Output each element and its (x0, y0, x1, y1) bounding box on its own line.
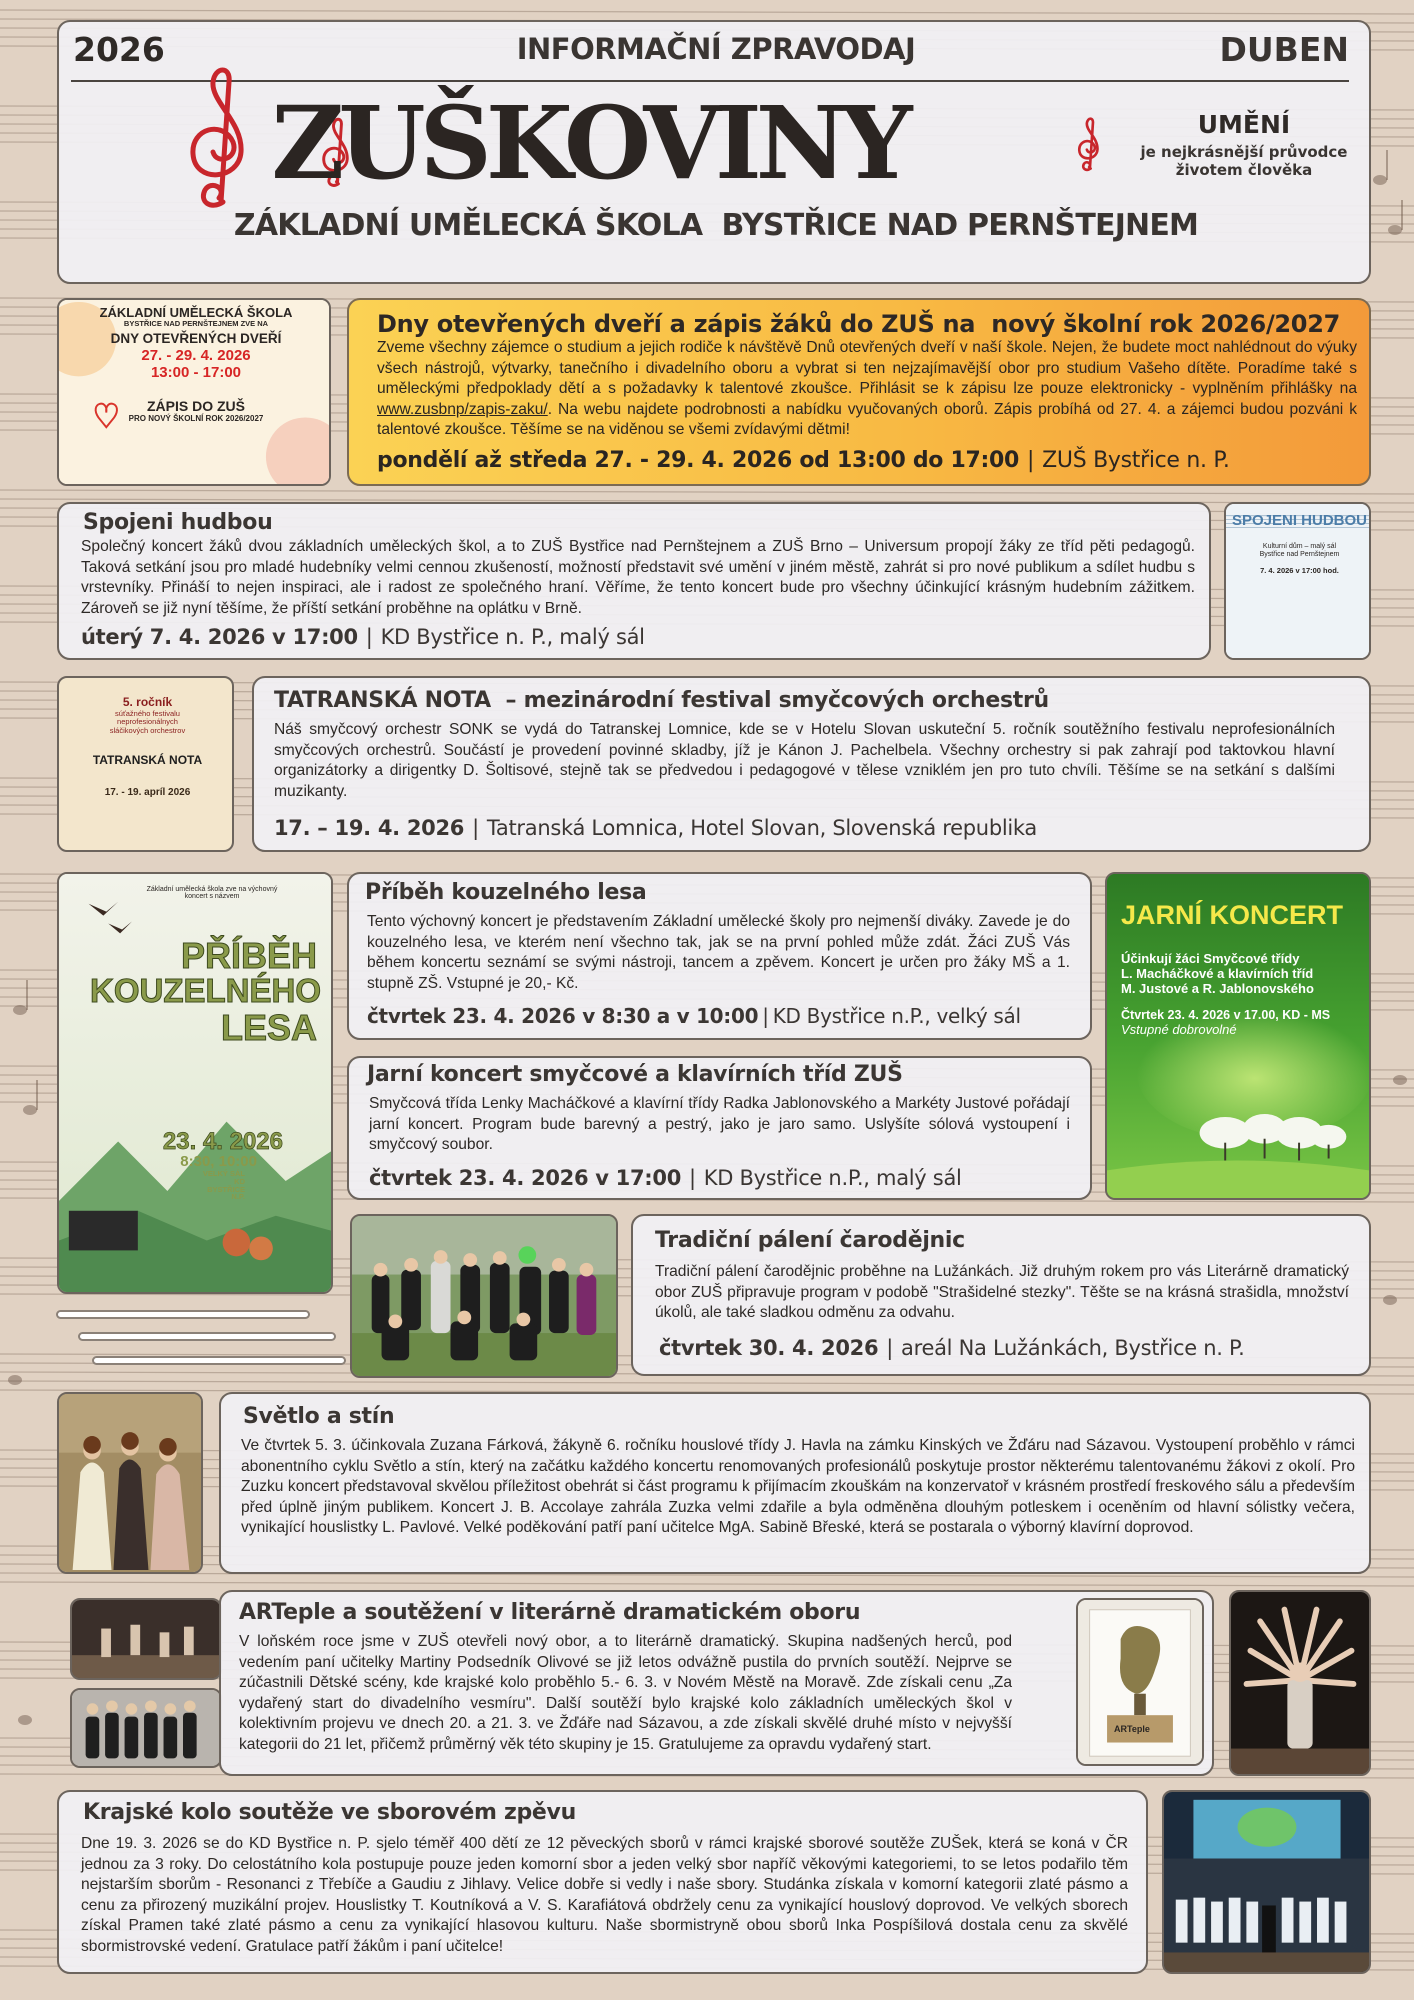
header-school: ZÁKLADNÍ UMĚLECKÁ ŠKOLA BYSTŘICE NAD PERNŠTEJNEM (233, 208, 1199, 243)
jarni-place: KD Bystřice n.P., malý sál (703, 1166, 962, 1190)
krajske-text: Dne 19. 3. 2026 se do KD Bystřice n. P. sjelo téměř 400 dětí ze 12 pěveckých sborů v rámci krajské sborové soutěže ZUŠek, která se koná v ČR jednou za 3 roky. Do celostátního kola postupuje pouze jeden komorní sbor a jeden velký sbor napříč věkovými kategoriemi, to se letos podařilo těm nejstarším sborům - Resonanci z Třebíče a Gaudiu z Jihlavy. Velice dobře si vedly i naše sbory. Studánka získala v komorní kategorii zlaté pásmo a cenu za přirozený muzikální projev. Houslistky T. Koutníková a V. S. Karafiátová obdržely cenu za vynikající houslový doprovod. Ve velkých sborech získal Pramen také zlaté pásmo a cenu za vynikající hlasovou kulturu. Naše sbormistryně obou sborů Inka Pospíšilová dostala cenu za skvělé sbormistrovské vedení. Gratulace patří žákům i paní učitelce! (81, 1835, 1128, 1955)
poster-text: Bystřice nad Pernštejnem (1259, 551, 1340, 559)
pribeh-card (347, 872, 1092, 1040)
carodejnice-card (631, 1214, 1371, 1376)
poster-text: PŘÍBĚH (180, 934, 317, 976)
open-days-date: pondělí až středa 27. - 29. 4. 2026 od 13:00 do 17:00 (377, 448, 1020, 473)
tatranska-title: TATRANSKÁ NOTA – mezinárodní festival smyčcových orchestrů (274, 688, 1049, 713)
poster-text: Čtvrtek 23. 4. 2026 v 17.00, KD - MS (1121, 1008, 1331, 1022)
poster-text: Vstupné dobrovolné (1121, 1022, 1237, 1037)
violinists-photo (57, 1392, 203, 1574)
open-days-text (377, 338, 1357, 441)
krajske-card (57, 1790, 1148, 1974)
jarni-when: čtvrtek 23. 4. 2026 v 17:00 | KD Bystřice n.P., malý sál (369, 1166, 962, 1190)
poster-text: BYSTŘICE NAD PERNŠTEJNEM ZVE NA (123, 319, 269, 329)
pribeh-text: Tento výchovný koncert je představením Základní umělecké školy pro nejmenší diváky. Zavede je do kouzelného lesa, ve kterém není všechno tak, jak se na první pohled může zdát. Žáci ZUŠ Vás během koncertu seznámí se svými nástroji, tancem a zpěvem. Koncert je určen pro žáky MŠ a 1. stupně ZŠ. Vstupné je 20,- Kč. (367, 913, 1070, 992)
jarni-koncert-poster (1105, 872, 1371, 1200)
tatranska-text: Náš smyčcový orchestr SONK se vydá do Tatranskej Lomnice, kde se v Hotelu Slovan uskuteční 5. ročník soutěžního festivalu neprofesionálních smyčcových orchestrů. Součástí je provedení povinné skladby, jíž je Kánon J. Pachelbela. Všechny orchestry si pak zahrají pod taktovkou hlavní organizátorky a dirigentky D. Šoltisové, stejně tak se předvedou i pedagogové v tělese vzniklém jen pro tuto chvíli. Těšíme se na setkání s dalšími muzikanty. (274, 721, 1335, 800)
jarni-card (347, 1056, 1092, 1200)
tatranska-when: 17. – 19. 4. 2026 | Tatranská Lomnica, Hotel Slovan, Slovenská republika (274, 816, 1037, 840)
poster-text: ZÁKLADNÍ UMĚLECKÁ ŠKOLA (99, 305, 293, 320)
svetlo-text: Ve čtvrtek 5. 3. účinkovala Zuzana Fárková, žákyně 6. ročníku houslové třídy J. Havla na zámku Kinských ve Žďáru nad Sázavou. Vystoupení proběhlo v rámci abonentního cyklu Světlo a stín, který na začátku každého koncertu renomovaných profesionálů poskytuje prostor některému talentovanému žákovi z okolí. Pro Zuzku koncert představoval skvělou příležitost obehrát si část programu k přijímacím zkouškám na konzervatoř v krásném prostředí freskového sálu a především před úplně jiným publikem. Koncert J. B. Accolaye zahrála Zuzka velmi zdařile a byla odměněna dlouhým potleskem i oceněním od hlavní sólistky večera, vynikající houslistky L. Pavlové. Velké poděkování patří paní učitelce MgA. Sabině Břeské, která se postarala o výborný klavírní doprovod. (241, 1437, 1355, 1536)
poster-text: 8:30, 10:00 (180, 1153, 257, 1171)
header-motto (1139, 110, 1349, 179)
open-days-place: ZUŠ Bystřice n. P. (1042, 448, 1230, 473)
header-title: ZUŠKOVINY (271, 84, 907, 202)
drama-photo-2 (70, 1688, 222, 1768)
spojeni-date: úterý 7. 4. 2026 v 17:00 (81, 625, 358, 649)
spojeni-card (57, 502, 1211, 660)
tatranska-place: Tatranská Lomnica, Hotel Slovan, Slovenská republika (486, 816, 1037, 840)
poster-text: DNY OTEVŘENÝCH DVEŘÍ (110, 330, 282, 346)
carodejnice-date: čtvrtek 30. 4. 2026 (659, 1336, 879, 1360)
poster-text: JARNÍ KONCERT (1121, 900, 1344, 930)
carodejnice-text: Tradiční pálení čarodějnic proběhne na Lužánkách. Již druhým rokem pro vás Literárně dramatický obor ZUŠ připravuje program v podobě "Strašidelné stezky". Těšte se na krásná strašidla, množství úkolů, ale také sladkou odměnu za odvahu. (655, 1263, 1349, 1321)
spojeni-poster (1224, 502, 1371, 660)
poster-text: LESA (220, 1007, 317, 1049)
drama-photo-1 (70, 1598, 222, 1680)
poster-text: 17. - 19. apríl 2026 (104, 787, 191, 799)
svetlo-title: Světlo a stín (243, 1404, 395, 1429)
header-newsletter: INFORMAČNÍ ZPRAVODAJ (516, 32, 916, 66)
poster-text: M. Justové a R. Jablonovského (1121, 981, 1314, 996)
pribeh-title: Příběh kouzelného lesa (365, 880, 647, 905)
motto-line: je nejkrásnější průvodce (1140, 143, 1348, 161)
trophy-label: ARTeple (1114, 1724, 1150, 1734)
spojeni-place: KD Bystřice n. P., malý sál (380, 625, 645, 649)
stage-photo (1229, 1590, 1371, 1776)
poster-text: neprofesionálnych (117, 717, 178, 727)
choir-photo (1162, 1790, 1371, 1974)
tatranska-date: 17. – 19. 4. 2026 (274, 816, 465, 840)
poster-text: 27. - 29. 4. 2026 (141, 347, 251, 365)
poster-text: sláčikových orchestrov (109, 726, 186, 736)
poster-text: Účinkují žáci Smyčcové třídy (1121, 951, 1300, 966)
poster-text: súťažného festivalu (115, 708, 180, 718)
spojeni-title: Spojeni hudbou (83, 510, 273, 535)
spojeni-text: Společný koncert žáků dvou základních uměleckých škol, a to ZUŠ Bystřice nad Pernštejnem a ZUŠ Brno – Universum propojí žáky ze tříd pěti pedagogů. Taková setkání jsou pro mladé hudebníky velmi cennou zkušeností, možností představit své umění v jiném městě, zahrát si pro nové publikum a sdílet hudbu s vrstevníky. Přináší to nejen inspiraci, ale i radost ze společného hraní. Věříme, že tento koncert bude pro všechny účinkující krásným hudebním zážitkem. Zároveň se již nyní těšíme, že příští setkání proběhne na oplátku v Brně. (81, 538, 1195, 617)
open-days-text-2: . Na webu najdete podrobnosti a nabídku vyučovaných oborů. Zápis probíhá od 27. 4. a zájemci budou pozváni k talentové zkoušce. Těšíme se na viděnou se všemi zvídavými dětmi! (377, 400, 1357, 438)
poster-text: ZÁPIS DO ZUŠ (146, 398, 245, 415)
enrollment-link[interactable]: www.zusbnp/zapis-zaku/ (377, 400, 548, 418)
tatranska-poster (57, 676, 234, 852)
header-card (57, 20, 1371, 284)
open-days-when: pondělí až středa 27. - 29. 4. 2026 od 13:00 do 17:00 | ZUŠ Bystřice n. P. (377, 448, 1230, 473)
spojeni-when: úterý 7. 4. 2026 v 17:00 | KD Bystřice n. P., malý sál (81, 625, 645, 649)
open-days-poster (57, 298, 331, 486)
poster-text: 23. 4. 2026 (162, 1127, 283, 1155)
decorative-line (78, 1332, 336, 1341)
poster-text: Základní umělecká škola zve na výchovný koncert s názvem (146, 886, 278, 901)
jarni-text: Smyčcová třída Lenky Macháčkové a klavírní třídy Radka Jablonovského a Markéty Justové pořádají jarní koncert. Program bude barevný a pestrý, jako je jaro samo. Uslyšíte sólová vystoupení i smyčcový soubor. (369, 1095, 1070, 1153)
poster-text: VELKÝ SÁL KD BYSTŘICE N.P. (202, 1168, 245, 1202)
motto-line: životem člověka (1175, 161, 1313, 179)
open-days-card (347, 298, 1371, 486)
krajske-title: Krajské kolo soutěže ve sborovém zpěvu (83, 1800, 576, 1825)
witches-photo (350, 1214, 618, 1378)
poster-text: 13:00 - 17:00 (150, 363, 242, 381)
poster-text: 7. 4. 2026 v 17:00 hod. (1260, 566, 1339, 576)
arteple-card (219, 1590, 1214, 1776)
pribeh-poster (57, 872, 333, 1294)
tatranska-card (252, 676, 1371, 852)
header-rule (71, 80, 1349, 82)
jarni-date: čtvrtek 23. 4. 2026 v 17:00 (369, 1166, 682, 1190)
poster-text: TATRANSKÁ NOTA (92, 752, 203, 767)
carodejnice-place: areál Na Lužánkách, Bystřice n. P. (901, 1336, 1245, 1360)
carodejnice-when: čtvrtek 30. 4. 2026 | areál Na Lužánkách, Bystřice n. P. (659, 1336, 1245, 1360)
poster-text: Kulturní dům – malý sál (1262, 543, 1337, 551)
decorative-line (56, 1310, 310, 1319)
poster-text: 5. ročník (122, 695, 173, 709)
pribeh-when: čtvrtek 23. 4. 2026 v 8:30 a v 10:00 | KD Bystřice n.P., velký sál (367, 1004, 1021, 1028)
header-month: DUBEN (1219, 30, 1349, 69)
motto-title: UMĚNÍ (1197, 110, 1291, 139)
poster-text: KOUZELNÉHO (90, 972, 321, 1010)
open-days-text-1: Zveme všechny zájemce o studium a jejich rodiče k návštěvě Dnů otevřených dveří v naší škole. Nejen, že budete moct nahlédnout do výuky všech nástrojů, výtvarky, tanečního i divadelního oboru a vybrat si ten nejzajímavější obor pro studium Vašeho dítěte. Poradíme také s uměleckými předpoklady dětí a s požadavky k talentové zkoušce. Přihlásit se k zápisu lze pouze elektronicky - vyplněním přihlášky na (377, 339, 1357, 397)
svetlo-card (219, 1392, 1371, 1574)
poster-text: L. Macháčkové a klavírních tříd (1121, 966, 1314, 981)
trophy-photo (1076, 1598, 1204, 1766)
pribeh-date: čtvrtek 23. 4. 2026 v 8:30 a v 10:00 (367, 1004, 759, 1028)
carodejnice-title: Tradiční pálení čarodějnic (655, 1228, 965, 1253)
decorative-line (92, 1356, 346, 1365)
arteple-title: ARTeple a soutěžení v literárně dramatickém oboru (239, 1600, 861, 1625)
poster-text: SPOJENI HUDBOU (1231, 512, 1368, 529)
jarni-title: Jarní koncert smyčcové a klavírních tříd ZUŠ (367, 1062, 903, 1087)
poster-text: PRO NOVÝ ŠKOLNÍ ROK 2026/2027 (128, 413, 264, 423)
pribeh-place: KD Bystřice n.P., velký sál (772, 1004, 1021, 1028)
header-year: 2026 (73, 30, 165, 69)
arteple-text: V loňském roce jsme v ZUŠ otevřeli nový obor, a to literárně dramatický. Skupina nadšených herců, pod vedením paní učitelky Martiny Podsedník Olivové se již letos odvážně pustila do prvních soutěží. Nejprve se zúčastnili Dětské scény, kde krajské kolo proběhlo 5.- 6. 3. v Novém Městě na Moravě. Zde získali cenu „Za vydařený start do divadelního vesmíru". Další soutěží bylo krajské kolo základních uměleckých škol v kolektivním projevu ve dnech 20. a 21. 3. ve Žďáře nad Sázavou, a zde získali skvělé druhé místo v nejvyšší kategorii do 21 let, přičemž průměrný věk této skupiny je 15. Gratulujeme za opravdu vydařený start. (239, 1633, 1012, 1753)
open-days-title: Dny otevřených dveří a zápis žáků do ZUŠ na nový školní rok 2026/2027 (377, 310, 1341, 338)
